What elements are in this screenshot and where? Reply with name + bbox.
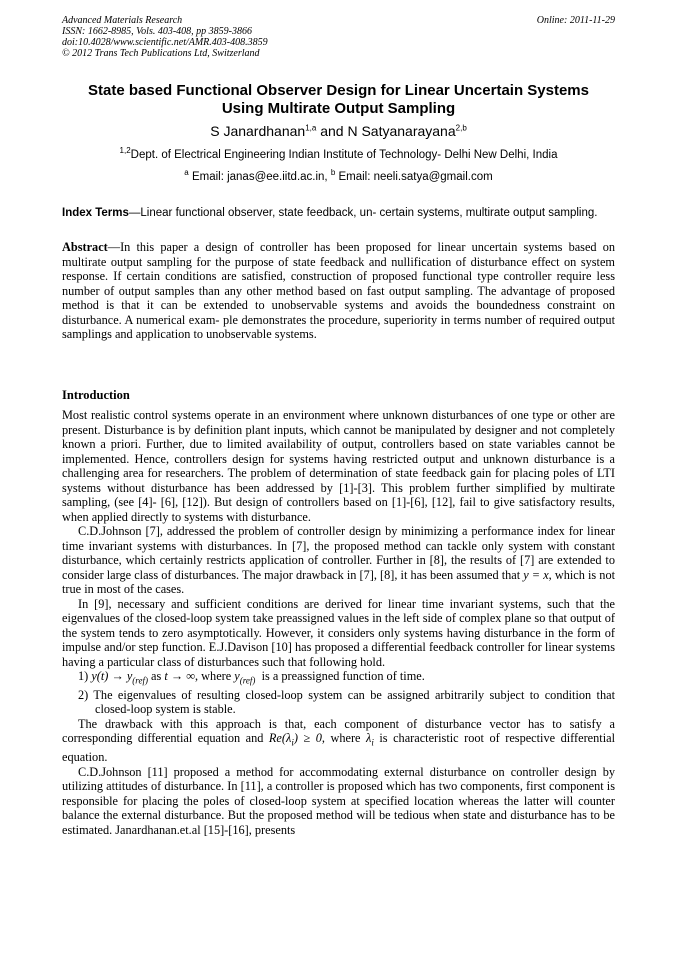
list-number: 1) (78, 669, 92, 683)
paragraph-text: C.D.Johnson [7], addressed the problem of controller design by minimizing a performance index for linear time invariant systems with disturbances. In [7], the proposed method can tackle only system with constant disturbance, which certainly restricts application of controller. Further in [8], the results of [7] are extended to consider large class of disturbances. The major drawback in [7], [8], it has been assumed that (62, 524, 615, 582)
author-emails (62, 170, 615, 184)
math-inline (366, 731, 374, 748)
abstract-label: Abstract (62, 240, 108, 254)
online-date: Online: 2011-11-29 (536, 15, 615, 26)
author-conjunction: and (316, 123, 348, 139)
section-heading-introduction: Introduction (62, 388, 130, 402)
math-sub: (ref) (239, 675, 256, 686)
affiliation-text: Dept. of Electrical Engineering Indian Institute of Technology- Delhi New Delhi, India (130, 149, 558, 161)
index-terms-text: —Linear functional observer, state feedback, un- certain systems, multirate output sampling. (128, 207, 598, 219)
issn-line: ISSN: 1662-8985, Vols. 403-408, pp 3859-3866 (62, 26, 252, 37)
list-item (62, 669, 615, 688)
paragraph: In [9], necessary and sufficient conditions are derived for linear time invariant systems, such that the eigenvalues of the closed-loop system take preassigned values in the left side of complex plane so that output of the system tends to zero asymptotically. However, it considers only systems having disturbance in the form of impulse and/or step function. E.J.Davison [10] has proposed a differential feedback controller for linear systems having a particular class of disturbances such that following hold. (62, 596, 615, 669)
list-text: is a preassigned function of time. (255, 669, 425, 683)
math-sub: i (371, 737, 374, 748)
paragraph: Most realistic control systems operate in an environment where unknown disturbances of one type or other are present. Disturbance is by definition plant inputs, which cannot be manipulated by designer and not completely known a priori. Further, due to limited availability of output, controllers based on state variables cannot be implemented. Hence, controllers design for systems having restricted output and unknown disturbance is a challenging area for researchers. The problem of determination of state feedback gain for placing poles of LTI systems without disturbance has been addressed by [1]-[3]. This problem further simplified by multirate sampling, (see [4]- [6], [12]). But design of controllers based on [1]-[6], [12], fail to give satisfactory results, when applied directly to systems with disturbance. (62, 408, 615, 524)
paragraph-text: , which is not true in most of the cases. (62, 567, 616, 596)
math-inline: t → ∞ (164, 669, 196, 683)
math-inline (268, 731, 322, 748)
author-1-sup: 1,a (305, 123, 317, 133)
copyright-line: © 2012 Trans Tech Publications Ltd, Switzerland (62, 48, 260, 59)
index-terms (62, 206, 615, 221)
paragraph (62, 524, 615, 597)
email-a: Email: janas@ee.iitd.ac.in, (188, 171, 331, 183)
email-b: Email: neeli.satya@gmail.com (335, 171, 493, 183)
author-2-sup: 2,b (455, 123, 467, 133)
journal-name: Advanced Materials Research (62, 15, 183, 26)
math-sub: i (291, 737, 294, 748)
paragraph-text: is characteristic root of respective differential equation. (62, 731, 615, 765)
journal-header (62, 15, 462, 59)
author-list (62, 123, 615, 140)
email-a-sup: a (184, 168, 189, 178)
doi-line: doi:10.4028/www.scientific.net/AMR.403-408.3859 (62, 37, 268, 48)
title-line-1: State based Functional Observer Design for Linear Uncertain Systems (88, 82, 589, 99)
math-inline: y = x (523, 567, 549, 582)
paragraph: C.D.Johnson [11] proposed a method for accommodating external disturbance on controller design by utilizing attitudes of disturbance. In [11], a controller is proposed which has two components, first component is responsible for placing the poles of closed-loop system at specified location whereas the latter will counter balance the external disturbance. But the proposed method will be tedious when state and disturbance has to be estimated. Janardhanan.et.al [15]-[16], presents (62, 764, 615, 837)
introduction-body (62, 408, 615, 837)
abstract (62, 240, 615, 342)
paragraph-text: The drawback with this approach is that, each component of disturbance vector has to satisfy a corresponding differential equation and (62, 716, 615, 746)
index-terms-label: Index Terms (62, 207, 129, 219)
math-expr: y (234, 669, 240, 683)
paper-title (62, 82, 615, 118)
paragraph (62, 717, 615, 765)
math-expr: Re(λ (268, 731, 292, 746)
math-sub: (ref) (132, 675, 148, 686)
author-1: S Janardhanan (210, 123, 306, 139)
email-b-sup: b (330, 168, 336, 178)
math-expr: y(t) → y (91, 669, 133, 683)
math-expr: λ (366, 731, 372, 746)
title-line-2: Using Multirate Output Sampling (221, 100, 456, 117)
math-expr: ) ≥ 0 (293, 731, 322, 746)
abstract-text: —In this paper a design of controller has been proposed for linear uncertain systems based on multirate output sampling for the purpose of state feedback and nullification of disturbance effect on system response. If certain conditions are satisfied, construction of proposed functional type controller require less number of output samples than any other method based on fast output sampling. The advantage of proposed method is that it can be extended to unobservable systems and avoids the boundedness constraint on disturbance. A numerical exam- ple demonstrates the procedure, superiority in terms number of required output samplings and application to unobservable systems. (62, 240, 615, 341)
math-inline (234, 669, 256, 686)
affiliation (62, 148, 615, 162)
list-text: , where (195, 669, 235, 683)
list-text: as (147, 669, 165, 683)
author-2: N Satyanarayana (347, 123, 456, 139)
affiliation-sup: 1,2 (119, 146, 131, 156)
math-inline (91, 669, 148, 686)
paragraph-text: , where (321, 731, 367, 746)
list-item: 2) The eigenvalues of resulting closed-loop system can be assigned arbitrarily subject to condition that closed-loop system is stable. (78, 687, 615, 717)
